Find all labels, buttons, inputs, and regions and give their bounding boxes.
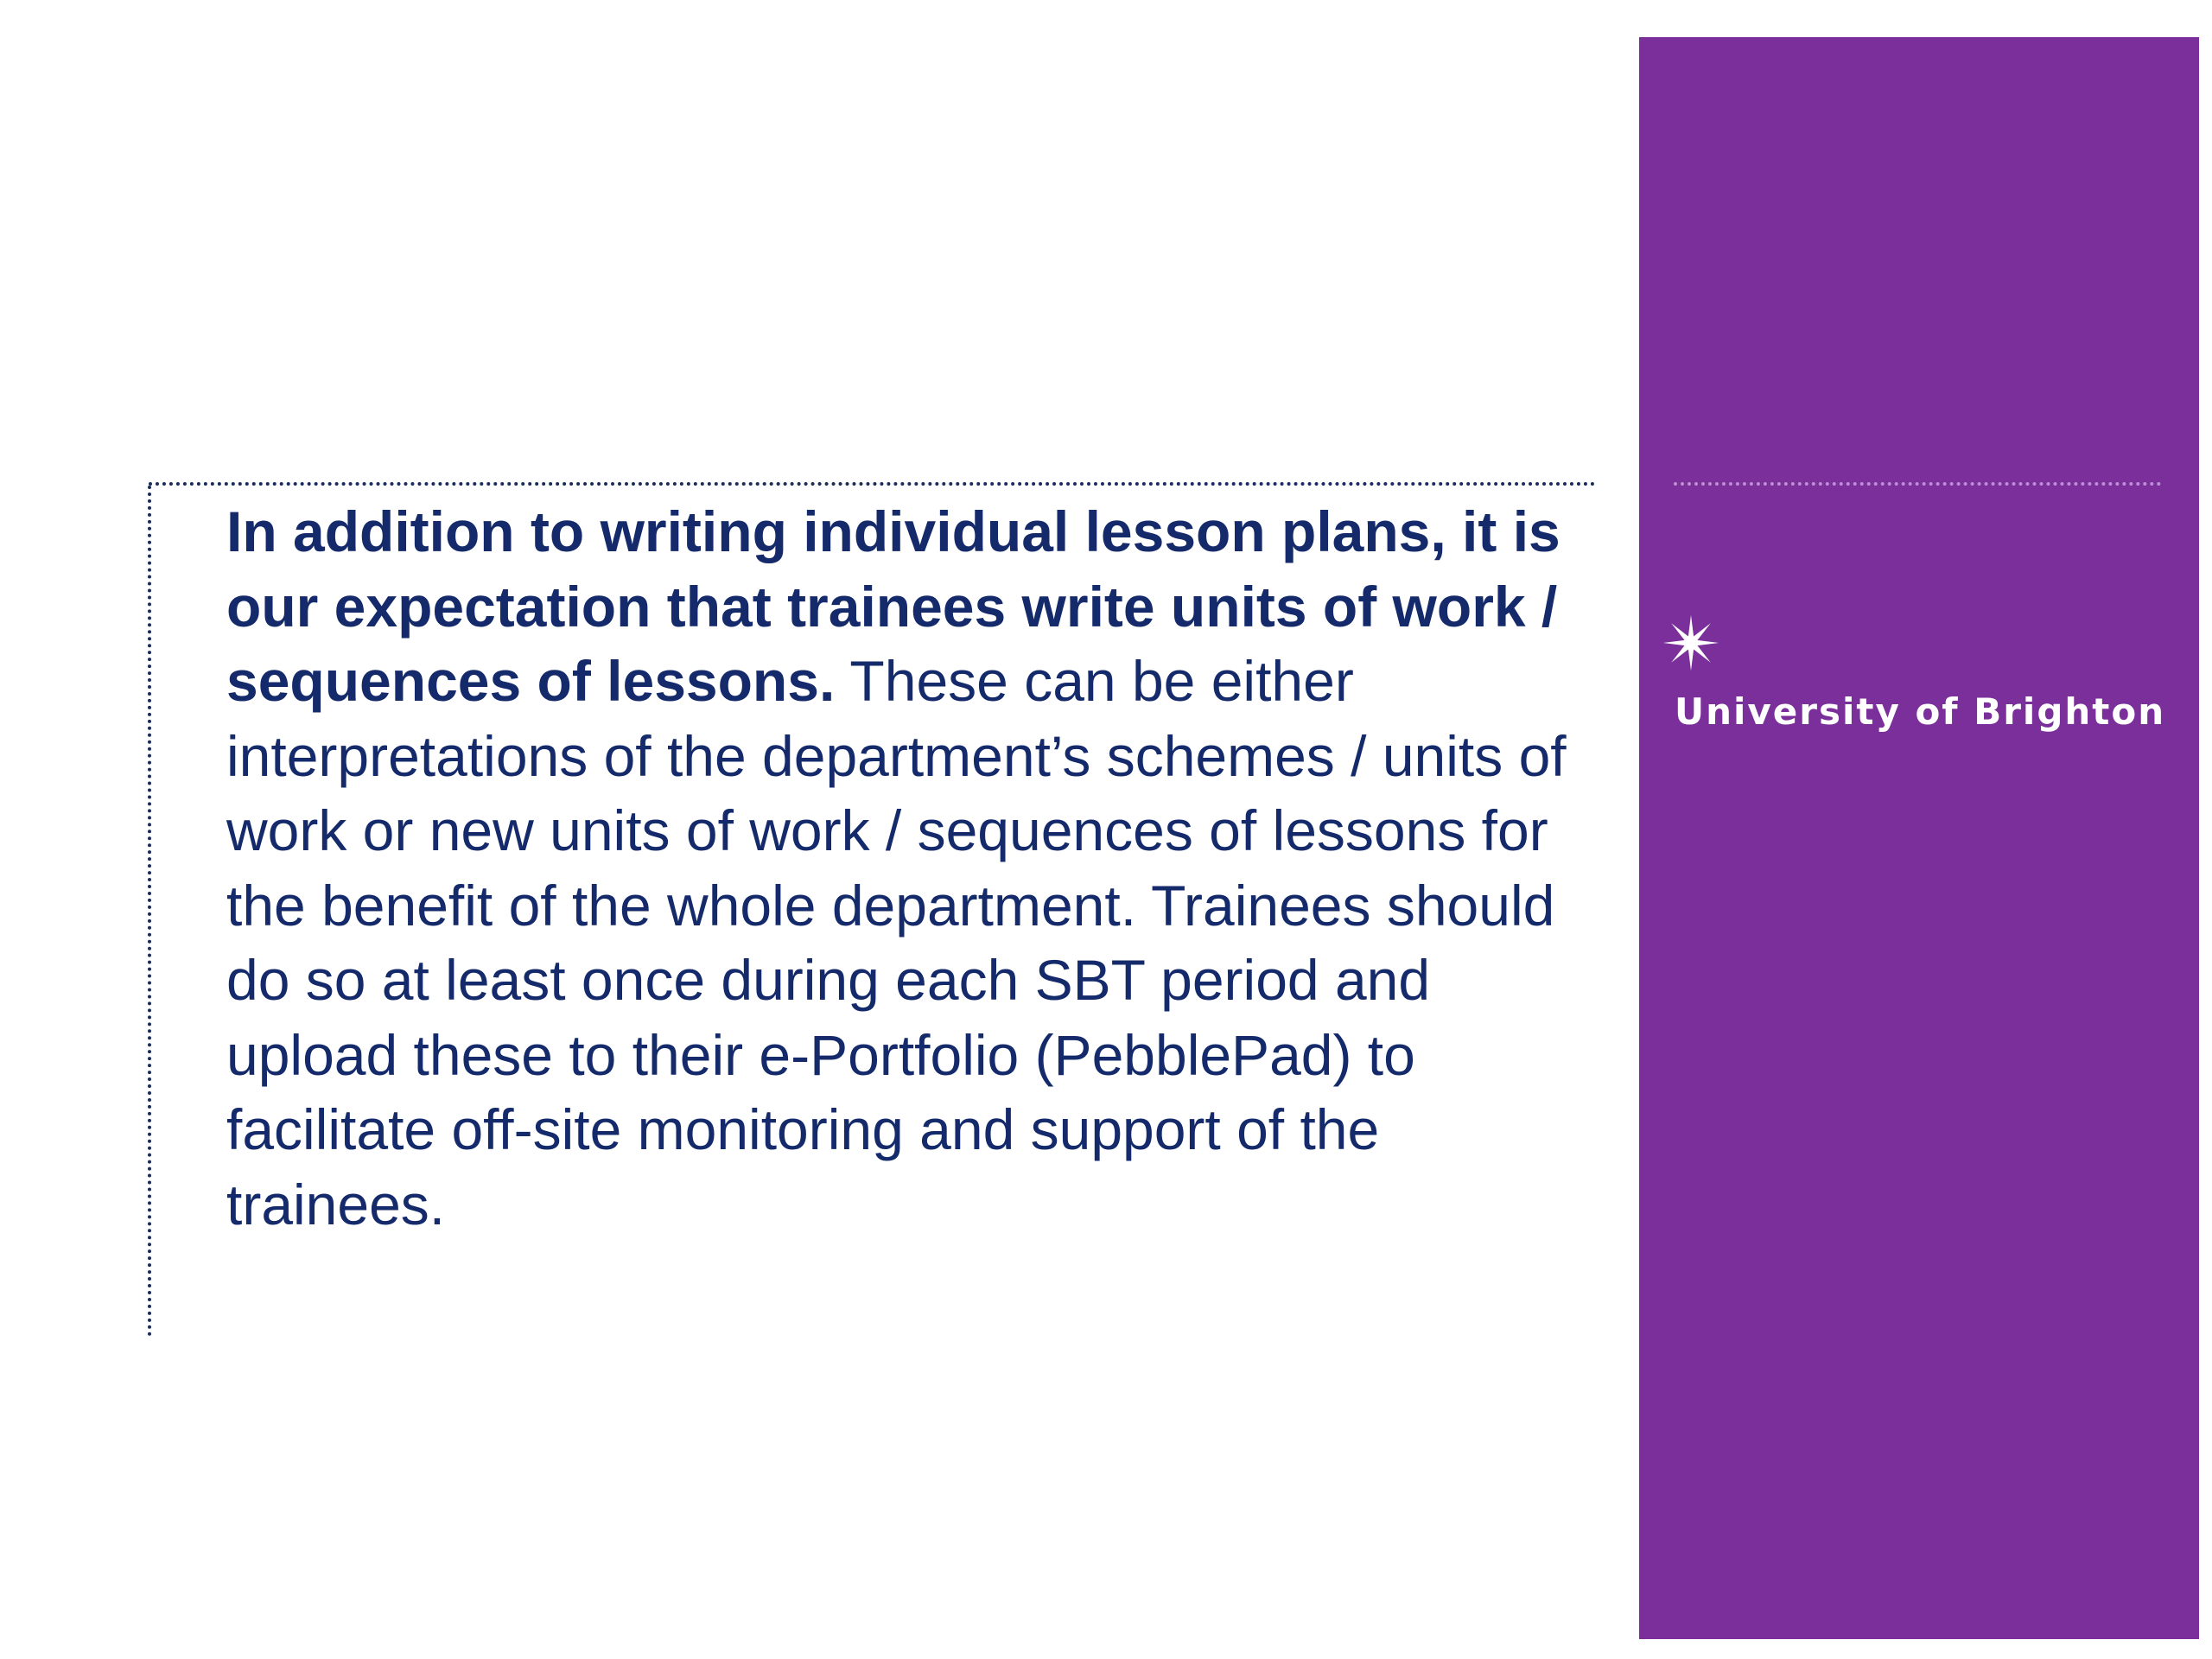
institution-name: University of Brighton	[1675, 690, 2166, 733]
lead-text: In addition to writing individual lesson plans, it is our expectation that trainees write units of work / sequences of lessons.	[226, 499, 1560, 713]
brand-panel	[1639, 37, 2199, 1639]
body-text: These can be either interpretations of the department’s schemes / units of work or new units of work / sequences of lessons for the benefit of the whole department. Trainees should do so at least once during each SBT period and upload these to their e-Portfolio (PebblePad) to facilitate off-site monitoring and support of the trainees.	[226, 649, 1567, 1236]
dotted-divider-left	[148, 486, 151, 1337]
slide-body-text	[226, 494, 1592, 1242]
star-icon	[1661, 613, 1721, 673]
dotted-divider-top	[149, 482, 1596, 486]
panel-dotted-divider	[1674, 482, 2161, 486]
